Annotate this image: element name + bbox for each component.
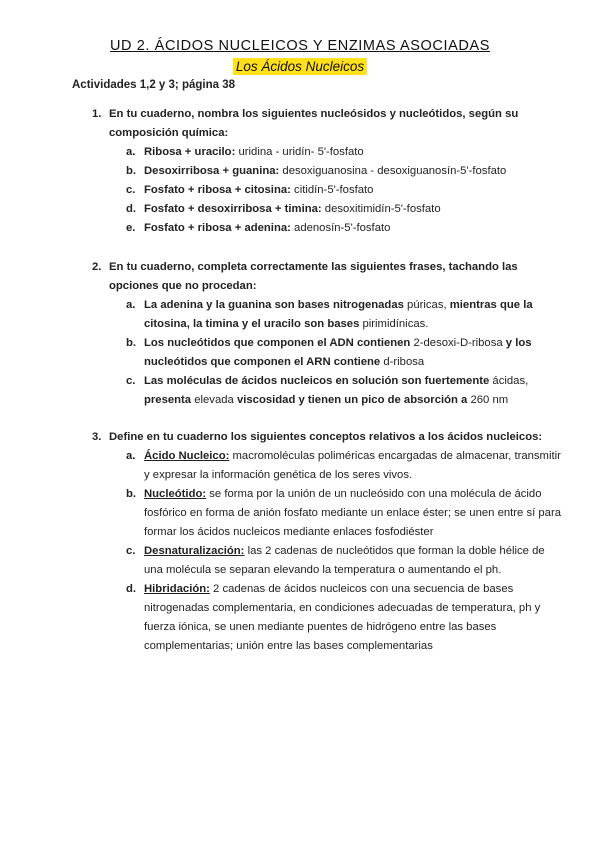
answer-list bbox=[126, 143, 562, 238]
list-item: a. La adenina y la guanina son bases nitrogenadas púricas, mientras que la citosina, la timina y el uracilo son bases pirimidínicas. bbox=[126, 299, 533, 330]
list-item: b. Nucleótido: se forma por la unión de un nucleósido con una molécula de ácido fosfórico en forma de anión fosfato mediante un enlace éster; se unen entre sí para formar los ácidos nucleicos mediante enlaces fosfodiéster bbox=[126, 488, 561, 538]
activities-heading: Actividades 1,2 y 3; página 38 bbox=[72, 79, 235, 91]
list-item: c. Desnaturalización: las 2 cadenas de nucleótidos que forman la doble hélice de una molécula se separan elevando la temperatura o aumentando el ph. bbox=[126, 545, 545, 576]
document-title: UD 2. ÁCIDOS NUCLEICOS Y ENZIMAS ASOCIADAS bbox=[109, 38, 490, 54]
question-text: En tu cuaderno, nombra los siguientes nucleósidos y nucleótidos, según su composición química: bbox=[109, 108, 519, 139]
list-item: d. Fosfato + desoxirribosa + timina: desoxitimidín-5'-fosfato bbox=[126, 203, 441, 215]
list-item: e. Fosfato + ribosa + adenina: adenosín-5'-fosfato bbox=[126, 222, 391, 234]
list-item: d. Hibridación: 2 cadenas de ácidos nucleicos con una secuencia de bases nitrogenadas complementaria, en condiciones adecuadas de temperatura, ph y fuerza iónica, se unen mediante puentes de hidrógeno entre las bases complementarias; unión entre las bases complementarias bbox=[126, 583, 541, 652]
answer-list bbox=[126, 296, 562, 410]
list-item: a. Ribosa + uracilo: uridina - uridín- 5'-fosfato bbox=[126, 146, 364, 158]
definition-list bbox=[126, 447, 562, 656]
list-item: c. Fosfato + ribosa + citosina: citidín-5'-fosfato bbox=[126, 184, 374, 196]
question-number: 1. bbox=[92, 108, 102, 120]
list-item: a. Ácido Nucleico: macromoléculas poliméricas encargadas de almacenar, transmitir y expresar la información genética de los seres vivos. bbox=[126, 450, 561, 481]
question-text: En tu cuaderno, completa correctamente las siguientes frases, tachando las opciones que no procedan: bbox=[109, 261, 518, 292]
list-item: b. Desoxirribosa + guanina: desoxiguanosina - desoxiguanosín-5'-fosfato bbox=[126, 165, 507, 177]
list-item: c. Las moléculas de ácidos nucleicos en solución son fuertemente ácidas, presenta elevada viscosidad y tienen un pico de absorción a 260 nm bbox=[126, 375, 529, 406]
question-number: 2. bbox=[92, 261, 102, 273]
question-3 bbox=[92, 428, 562, 656]
question-1 bbox=[92, 105, 562, 238]
highlighted-subtitle: Los Ácidos Nucleicos bbox=[233, 58, 367, 75]
question-text: Define en tu cuaderno los siguientes conceptos relativos a los ácidos nucleicos: bbox=[109, 431, 543, 443]
question-2 bbox=[92, 258, 562, 410]
question-number: 3. bbox=[92, 431, 102, 443]
list-item: b. Los nucleótidos que componen el ADN contienen 2-desoxi-D-ribosa y los nucleótidos que componen el ARN contiene d-ribosa bbox=[126, 337, 532, 368]
